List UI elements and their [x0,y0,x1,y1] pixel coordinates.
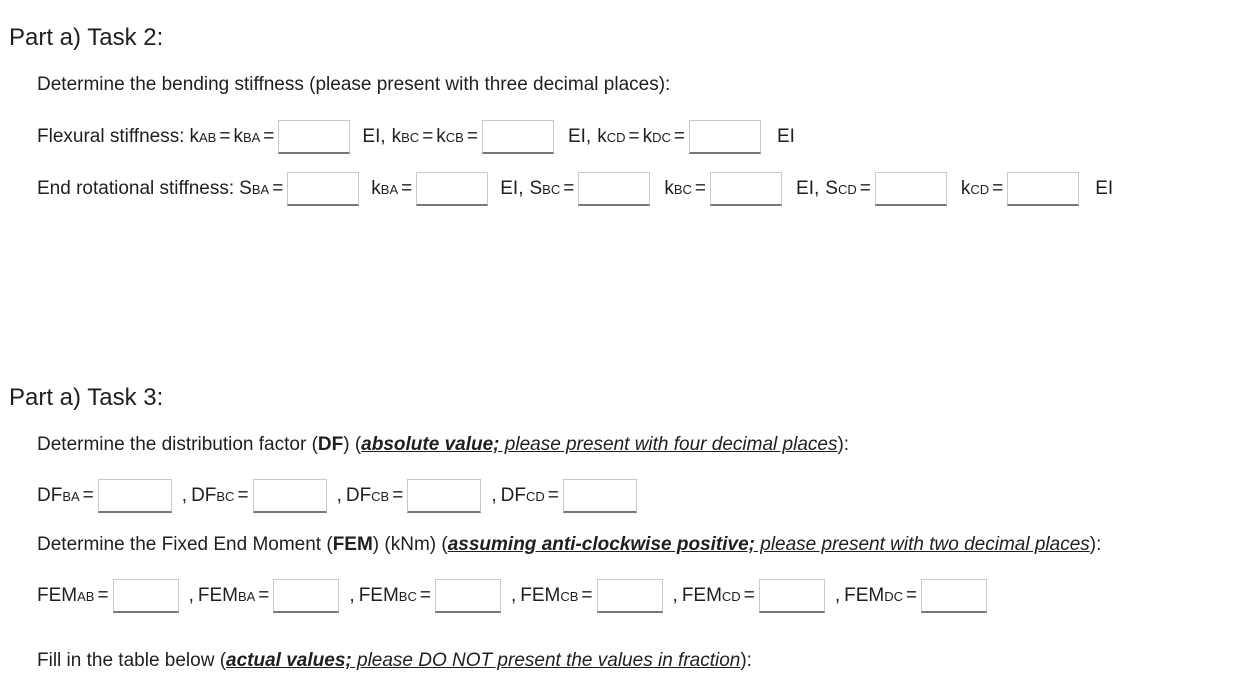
fem-bc-input[interactable] [435,579,501,613]
df-ba-input[interactable] [98,479,172,513]
equals-sign: = [97,585,109,606]
equals-sign: = [694,178,707,199]
equals-sign: = [581,585,593,606]
comma: , [672,585,678,606]
ei-unit: EI [776,126,795,147]
ei-comma: EI, [500,178,524,199]
s-ba-input[interactable] [287,172,359,206]
flexural-label: Flexural stiffness: [37,126,185,147]
equals-sign: = [401,178,413,199]
equals-sign: = [263,126,275,147]
s-bc-input[interactable] [578,172,650,206]
fem-row [37,577,991,615]
df-ba-symbol: DF BA [37,485,80,506]
equals-sign: = [82,485,94,506]
df-cb-input[interactable] [407,479,481,513]
equals-sign: = [628,126,640,147]
k-cd-symbol: k CD [960,178,990,199]
fem-instruction: Determine the Fixed End Moment (FEM) (kNm) (assuming anti-clockwise positive; please present with two decimal places): [37,534,1102,555]
equals-sign: = [272,178,284,199]
task2-heading: Part a) Task 2: [9,24,164,51]
comma: , [834,585,841,606]
table-instruction: Fill in the table below (actual values; please DO NOT present the values in fraction): [37,650,752,671]
equals-sign: = [859,178,871,199]
fem-cb-symbol: FEM CB [520,585,579,606]
ei-unit: EI [1095,178,1114,199]
df-instruction: Determine the distribution factor (DF) (absolute value; please present with four decimal places): [37,434,850,455]
end-rotational-stiffness-row [37,170,1113,208]
fem-dc-symbol: FEM DC [844,585,903,606]
equals-sign: = [392,485,404,506]
k-cd-input[interactable] [1007,172,1079,206]
s-bc-symbol: S BC [529,178,561,199]
comma: , [510,585,517,606]
end-rotational-label: End rotational stiffness: [37,178,235,199]
k-ab-ba-input[interactable] [278,120,350,154]
fem-bc-symbol: FEM BC [358,585,417,606]
comma: , [491,485,497,506]
k-cd-dc-input[interactable] [689,120,761,154]
k-ba-symbol: k BA [371,178,399,199]
comma: , [188,585,194,606]
fem-ba-symbol: FEM BA [197,585,256,606]
k-bc-cb-input[interactable] [482,120,554,154]
ei-comma: EI, [362,126,386,147]
equals-sign: = [422,126,434,147]
s-cd-input[interactable] [875,172,947,206]
fem-cd-symbol: FEM CD [681,585,741,606]
comma: , [336,485,342,506]
k-dc-symbol: k DC [642,126,671,147]
k-cd-symbol: k CD [597,126,626,147]
k-cb-symbol: k CB [436,126,464,147]
fem-ba-input[interactable] [273,579,339,613]
comma: , [349,585,355,606]
equals-sign: = [905,585,918,606]
equals-sign: = [466,126,478,147]
df-row [37,477,641,515]
df-cb-symbol: DF CB [345,485,390,506]
task2-instruction: Determine the bending stiffness (please present with three decimal places): [37,74,671,95]
equals-sign: = [673,126,685,147]
k-ba-input[interactable] [416,172,488,206]
equals-sign: = [219,126,231,147]
s-cd-symbol: S CD [825,178,857,199]
task3-heading: Part a) Task 3: [9,384,164,411]
ei-comma: EI, [567,126,592,147]
equals-sign: = [992,178,1004,199]
equals-sign: = [743,585,755,606]
comma: , [181,485,188,506]
fem-ab-input[interactable] [113,579,179,613]
equals-sign: = [563,178,575,199]
equals-sign: = [419,585,431,606]
k-bc-symbol: k BC [664,178,692,199]
fem-cd-input[interactable] [759,579,825,613]
k-bc-input[interactable] [710,172,782,206]
k-bc-symbol: k BC [391,126,420,147]
fem-cb-input[interactable] [597,579,663,613]
equals-sign: = [237,485,249,506]
s-ba-symbol: S BA [239,178,270,199]
fem-dc-input[interactable] [921,579,987,613]
df-bc-symbol: DF BC [191,485,235,506]
df-bc-input[interactable] [253,479,327,513]
equals-sign: = [258,585,270,606]
equals-sign: = [547,485,559,506]
ei-comma: EI, [796,178,820,199]
k-ab-symbol: k AB [189,126,217,147]
fem-ab-symbol: FEM AB [37,585,95,606]
flexural-stiffness-row [37,118,795,156]
df-cd-input[interactable] [563,479,637,513]
k-ba-symbol: k BA [233,126,261,147]
df-cd-symbol: DF CD [500,485,545,506]
